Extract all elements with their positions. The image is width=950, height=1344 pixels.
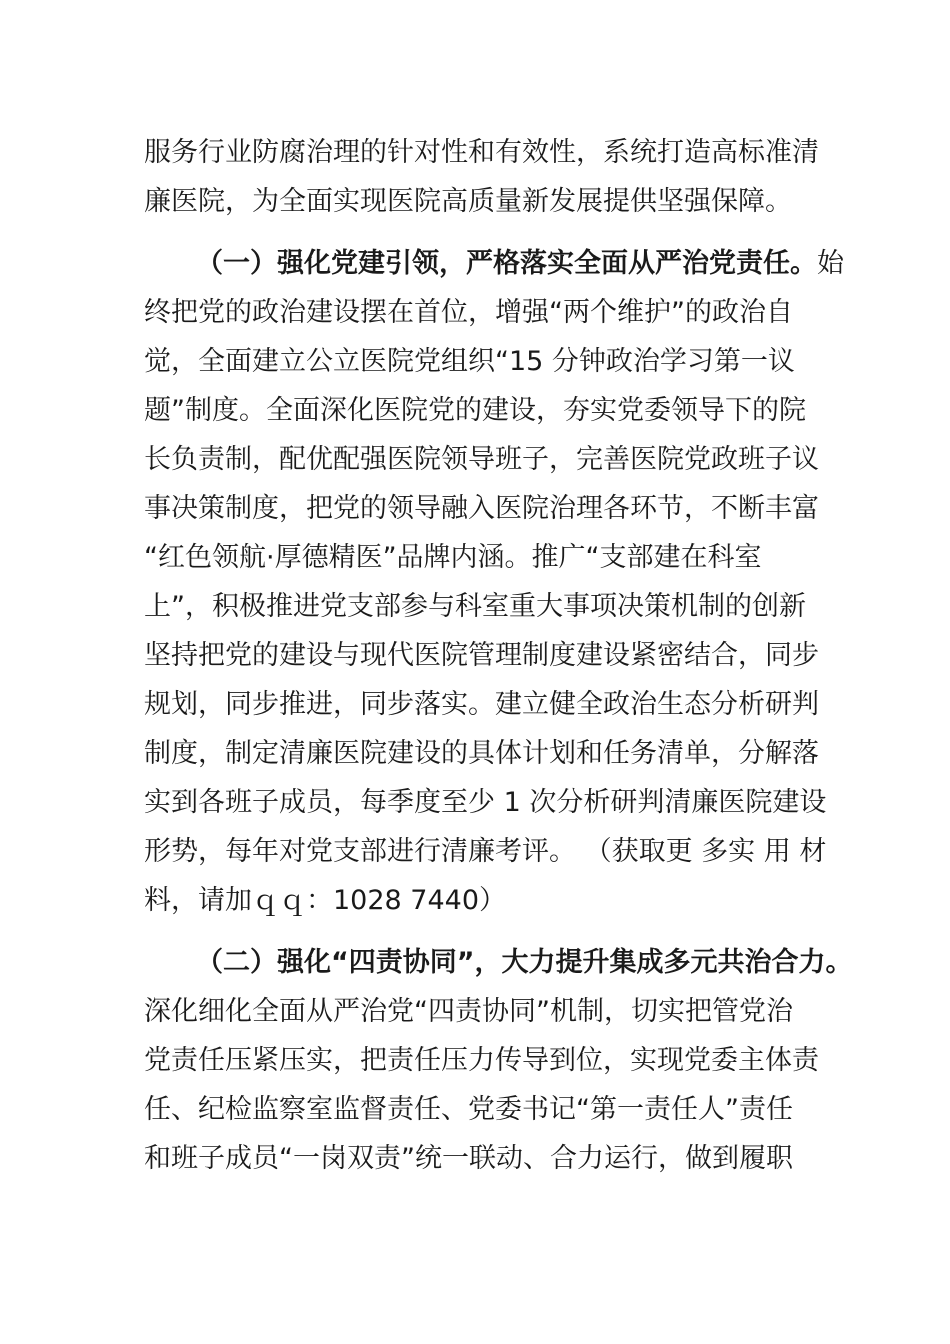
paragraph-line: 深化细化全面从严治党“四责协同”机制，切实把管党治 bbox=[144, 996, 793, 1027]
paragraph-line: 坚持把党的建设与现代医院管理制度建设紧密结合，同步 bbox=[144, 640, 819, 671]
paragraph-line: 形势，每年对党支部进行清廉考评。 （获取更 多实 用 材 bbox=[144, 836, 827, 867]
paragraph-line: 服务行业防腐治理的针对性和有效性，系统打造高标准清 bbox=[144, 137, 819, 168]
paragraph-line: 任、纪检监察室监督责任、党委书记“第一责任人”责任 bbox=[144, 1094, 793, 1125]
paragraph-line: 和班子成员“一岗双责”统一联动、合力运行，做到履职 bbox=[144, 1143, 793, 1174]
section-1-heading-tail: 始 bbox=[817, 248, 844, 279]
paragraph-line: 料，请加ｑｑ：1028 7440） bbox=[144, 885, 507, 916]
paragraph-line: 制度，制定清廉医院建设的具体计划和任务清单，分解落 bbox=[144, 738, 819, 769]
section-1-heading: （一）强化党建引领，严格落实全面从严治党责任。 bbox=[196, 248, 817, 279]
paragraph-line: 长负责制，配优配强医院领导班子，完善医院党政班子议 bbox=[144, 444, 819, 475]
paragraph-line: 事决策制度，把党的领导融入医院治理各环节，不断丰富 bbox=[144, 493, 819, 524]
section-1-heading-line bbox=[196, 239, 896, 288]
paragraph-line: 规划，同步推进，同步落实。建立健全政治生态分析研判 bbox=[144, 689, 819, 720]
paragraph-line: 党责任压紧压实，把责任压力传导到位，实现党委主体责 bbox=[144, 1045, 819, 1076]
paragraph-line: 题”制度。全面深化医院党的建设，夯实党委领导下的院 bbox=[144, 395, 806, 426]
section-2-heading: （二）强化“四责协同”，大力提升集成多元共治合力。 bbox=[196, 947, 853, 978]
paragraph-line: 上”，积极推进党支部参与科室重大事项决策机制的创新 bbox=[144, 591, 806, 622]
paragraph-line: “红色领航·厚德精医”品牌内涵。推广“支部建在科室 bbox=[144, 542, 762, 573]
paragraph-line: 实到各班子成员，每季度至少 1 次分析研判清廉医院建设 bbox=[144, 787, 827, 818]
paragraph-line: 廉医院，为全面实现医院高质量新发展提供坚强保障。 bbox=[144, 186, 792, 217]
paragraph-line: 觉，全面建立公立医院党组织“15 分钟政治学习第一议 bbox=[144, 346, 795, 377]
paragraph-line: 终把党的政治建设摆在首位，增强“两个维护”的政治自 bbox=[144, 297, 793, 328]
